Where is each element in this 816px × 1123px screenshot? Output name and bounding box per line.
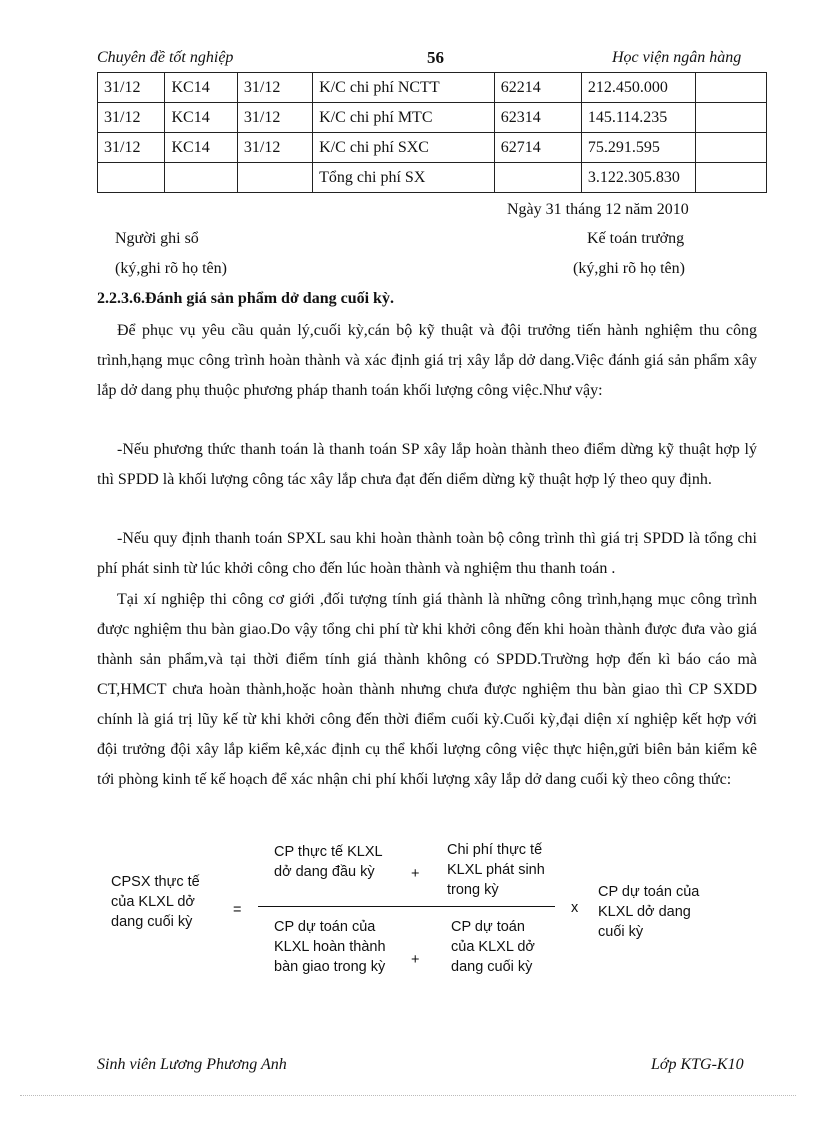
table-cell	[165, 163, 237, 193]
ledger-table	[97, 72, 767, 193]
table-row	[98, 163, 767, 193]
paragraph-1: Để phục vụ yêu cầu quản lý,cuối kỳ,cán bộ kỹ thuật và đội trưởng tiến hành nghiệm thu công trình,hạng mục công trình hoàn thành và xác định giá trị xây lắp dở dang.Việc đánh giá sản phẩm xây lắp dở dang phụ thuộc phương pháp thanh toán khối lượng công việc.Như vậy:	[97, 322, 757, 399]
paragraph-4: Tại xí nghiệp thi công cơ giới ,đối tượng tính giá thành là những công trình,hạng mục công trình được nghiệm thu bàn giao.Do vậy tổng chi phí từ khi khởi công đến khi hoàn thành được đưa vào giá thành sản phẩm,và tại thời điểm tính giá thành không có SPDD.Trường hợp đến kì báo cáo mà CT,HMCT chưa hoàn thành,hoặc hoàn thành nhưng chưa được nghiệm thu bàn giao thì CP SXDD chính là giá trị lũy kế từ khi khởi công đến thời điểm cuối kỳ.Cuối kỳ,đại diện xí nghiệp kết hợp với đội trưởng đội xây lắp kiểm kê,xác định cụ thể khối lượng công việc thực hiện,gửi biên bản kiểm kê tới phòng kinh tế kế hoạch để xác nhận chi phí khối lượng xây lắp dở dang cuối kỳ theo công thức:	[97, 591, 757, 788]
signer-right-title: Kế toán trưởng	[587, 230, 685, 247]
table-cell	[695, 133, 766, 163]
footer-right: Lớp KTG-K10	[651, 1056, 744, 1073]
table-cell: KC14	[165, 103, 237, 133]
table-cell: K/C chi phí MTC	[313, 103, 495, 133]
table-cell: 62214	[494, 73, 581, 103]
footer-left: Sinh viên Lương Phương Anh	[97, 1056, 287, 1073]
signer-left-title: Người ghi sổ	[115, 230, 199, 247]
signature-date: Ngày 31 tháng 12 năm 2010	[507, 201, 689, 218]
paragraph-2: -Nếu phương thức thanh toán là thanh toán SP xây lắp hoàn thành theo điểm dừng kỹ thuật hợp lý thì SPDD là khối lượng công tác xây lắp chưa đạt đến diểm dừng kỹ thuật hợp lý theo quy định.	[97, 441, 757, 488]
header-right: Học viện ngân hàng	[612, 49, 742, 66]
table-cell	[695, 73, 766, 103]
formula-lhs: CPSX thực tế của KLXL dở dang cuối kỳ	[111, 874, 200, 930]
table-cell: KC14	[165, 133, 237, 163]
formula-numerator-a: CP thực tế KLXL dở dang đầu kỳ	[274, 844, 383, 880]
section-heading: 2.2.3.6.Đánh giá sản phẩm dở dang cuối kỳ.	[97, 290, 394, 307]
table-row	[98, 73, 767, 103]
formula-numerator-plus: +	[411, 866, 420, 882]
table-cell: 62714	[494, 133, 581, 163]
fraction-bar	[258, 906, 555, 907]
signer-left-note: (ký,ghi rõ họ tên)	[115, 260, 227, 277]
table-cell: 31/12	[98, 73, 165, 103]
formula-rhs: CP dự toán của KLXL dở dang cuối kỳ	[598, 884, 700, 940]
table-cell: K/C chi phí SXC	[313, 133, 495, 163]
table-cell	[695, 163, 766, 193]
table-cell: 145.114.235	[581, 103, 695, 133]
header-left: Chuyên đề tốt nghiệp	[97, 49, 234, 66]
formula-denominator-a: CP dự toán của KLXL hoàn thành bàn giao trong kỳ	[274, 919, 386, 975]
table-cell	[98, 163, 165, 193]
formula-numerator-b: Chi phí thực tế KLXL phát sinh trong kỳ	[447, 842, 545, 898]
table-cell: K/C chi phí NCTT	[313, 73, 495, 103]
table-cell: 31/12	[237, 133, 312, 163]
table-cell: 31/12	[98, 103, 165, 133]
table-cell: 212.450.000	[581, 73, 695, 103]
page-bottom-divider	[20, 1095, 796, 1096]
table-cell: 75.291.595	[581, 133, 695, 163]
formula-times: x	[571, 900, 579, 916]
paragraph-3: -Nếu quy định thanh toán SPXL sau khi hoàn thành toàn bộ công trình thì giá trị SPDD là tổng chi phí phát sinh từ lúc khởi công cho đến lúc hoàn thành và nghiệm thu thanh toán .	[97, 530, 757, 577]
table-row	[98, 103, 767, 133]
table-cell: 31/12	[98, 133, 165, 163]
table-cell	[494, 163, 581, 193]
table-cell: 62314	[494, 103, 581, 133]
table-cell: 3.122.305.830	[581, 163, 695, 193]
table-cell: Tổng chi phí SX	[313, 163, 495, 193]
table-cell: KC14	[165, 73, 237, 103]
table-cell: 31/12	[237, 73, 312, 103]
formula-equals: =	[233, 902, 242, 918]
page-number: 56	[427, 48, 444, 67]
table-cell: 31/12	[237, 103, 312, 133]
formula-denominator-plus: +	[411, 952, 420, 968]
table-cell	[237, 163, 312, 193]
signer-right-note: (ký,ghi rõ họ tên)	[573, 260, 685, 277]
formula-denominator-b: CP dự toán của KLXL dở dang cuối kỳ	[451, 919, 535, 975]
table-cell	[695, 103, 766, 133]
table-row	[98, 133, 767, 163]
